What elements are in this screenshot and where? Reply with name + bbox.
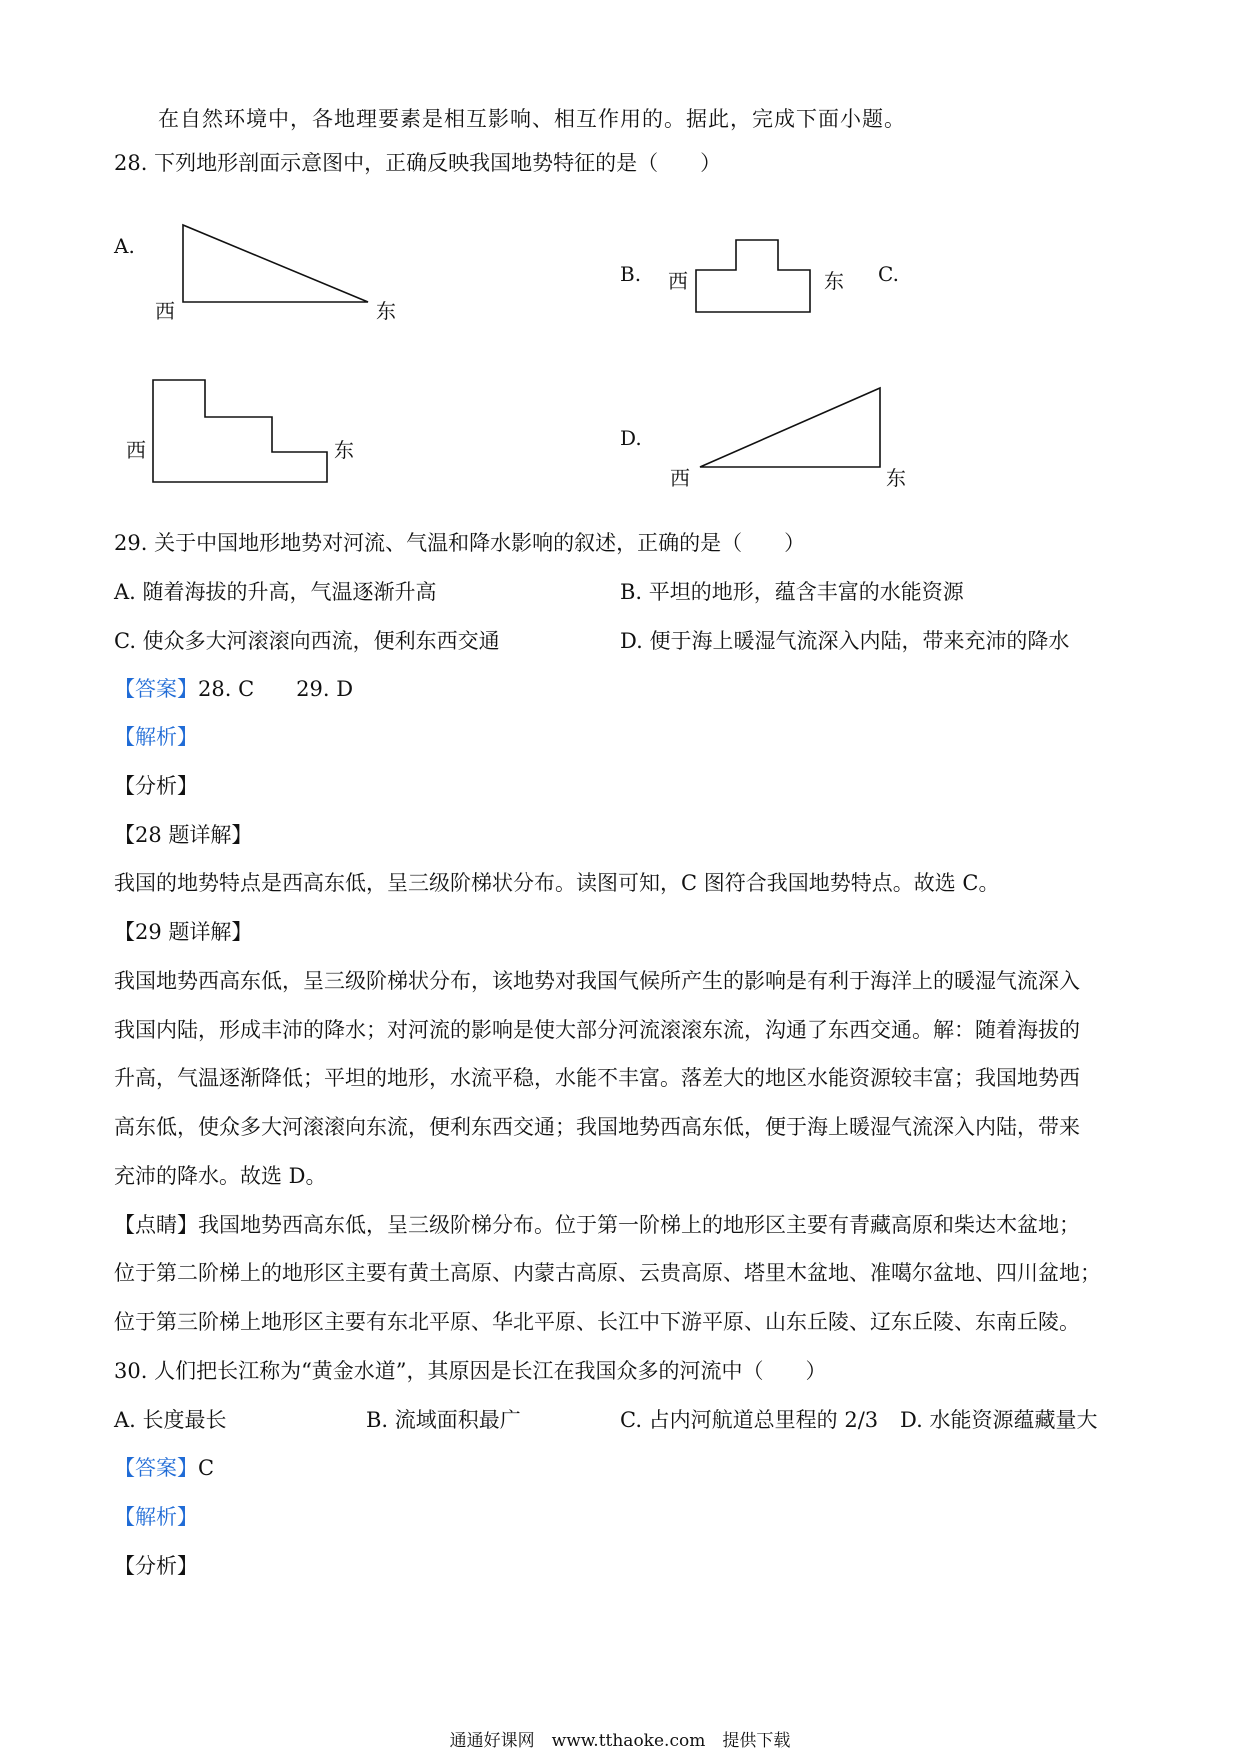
question-28-stem: 28. 下列地形剖面示意图中，正确反映我国地势特征的是（ ） <box>114 151 722 175</box>
detail-29-line: 升高，气温逐渐降低；平坦的地形，水流平稳，水能不丰富。落差大的地区水能资源较丰富；我国地势西 <box>114 1066 1080 1090</box>
question-30-option-a: A. 长度最长 <box>114 1408 227 1432</box>
figure-b-west-label: 西 <box>668 269 688 293</box>
question-29-option-a: A. 随着海拔的升高，气温逐渐升高 <box>114 580 437 604</box>
question-29-stem: 29. 关于中国地形地势对河流、气温和降水影响的叙述，正确的是（ ） <box>114 531 806 555</box>
option-c-label-side: C. <box>878 262 899 286</box>
dianjing-line: 【点睛】我国地势西高东低，呈三级阶梯分布。位于第一阶梯上的地形区主要有青藏高原和柴达木盆地； <box>114 1213 1080 1237</box>
question-29-option-d: D. 便于海上暖湿气流深入内陆，带来充沛的降水 <box>620 629 1070 653</box>
detail-29-line: 充沛的降水。故选 D。 <box>114 1164 327 1188</box>
question-29-option-c: C. 使众多大河滚滚向西流，便利东西交通 <box>114 629 500 653</box>
figure-c-east-label: 东 <box>334 438 354 462</box>
figure-d-east-label: 东 <box>886 466 906 490</box>
option-d-label: D. <box>620 426 642 450</box>
figure-b-east-label: 东 <box>824 269 844 293</box>
question-30-option-b: B. 流域面积最广 <box>366 1408 521 1432</box>
answer-text: C <box>198 1456 215 1480</box>
detail-28-text: 我国的地势特点是西高东低，呈三级阶梯状分布。读图可知，C 图符合我国地势特点。故选 C。 <box>114 871 1000 895</box>
figure-a-west-label: 西 <box>155 299 175 323</box>
detail-29-line: 我国地势西高东低，呈三级阶梯状分布，该地势对我国气候所产生的影响是有利于海洋上的暖湿气流深入 <box>114 969 1080 993</box>
fenxi-tag: 【分析】 <box>114 774 198 798</box>
dianjing-line: 位于第二阶梯上的地形区主要有黄土高原、内蒙古高原、云贵高原、塔里木盆地、准噶尔盆地、四川盆地； <box>114 1261 1101 1285</box>
answer-line-1 <box>114 674 353 704</box>
detail-29-line: 我国内陆，形成丰沛的降水；对河流的影响是使大部分河流滚滚东流，沟通了东西交通。解：随着海拔的 <box>114 1018 1080 1042</box>
option-b-label: B. <box>620 262 642 286</box>
page-footer: 通通好课网 www.tthaoke.com 提供下载 <box>449 1731 791 1751</box>
answer-tag: 【答案】 <box>114 677 198 701</box>
figure-d-shape <box>700 388 880 467</box>
figure-c-west-label: 西 <box>126 438 146 462</box>
analysis-tag: 【解析】 <box>114 725 198 749</box>
detail-29-title: 【29 题详解】 <box>114 920 253 944</box>
answer-tag: 【答案】 <box>114 1456 198 1480</box>
intro-text: 在自然环境中，各地理要素是相互影响、相互作用的。据此，完成下面小题。 <box>158 107 906 131</box>
answer-line-2 <box>114 1453 214 1483</box>
option-a-label: A. <box>114 234 135 258</box>
question-29-option-b: B. 平坦的地形，蕴含丰富的水能资源 <box>620 580 964 604</box>
figure-d-profile <box>0 0 1240 500</box>
figure-d-west-label: 西 <box>670 466 690 490</box>
question-30-option-d: D. 水能资源蕴藏量大 <box>900 1408 1098 1432</box>
detail-28-title: 【28 题详解】 <box>114 823 253 847</box>
fenxi-tag: 【分析】 <box>114 1554 198 1578</box>
analysis-tag: 【解析】 <box>114 1505 198 1529</box>
detail-29-line: 高东低，使众多大河滚滚向东流，便利东西交通；我国地势西高东低，便于海上暖湿气流深入内陆，带来 <box>114 1115 1080 1139</box>
answer-text: 28. C 29. D <box>198 677 354 701</box>
question-30-stem: 30. 人们把长江称为“黄金水道”，其原因是长江在我国众多的河流中（ ） <box>114 1359 827 1383</box>
dianjing-line: 位于第三阶梯上地形区主要有东北平原、华北平原、长江中下游平原、山东丘陵、辽东丘陵、东南丘陵。 <box>114 1310 1080 1334</box>
figure-a-east-label: 东 <box>376 299 396 323</box>
question-30-option-c: C. 占内河航道总里程的 2/3 <box>620 1408 879 1432</box>
